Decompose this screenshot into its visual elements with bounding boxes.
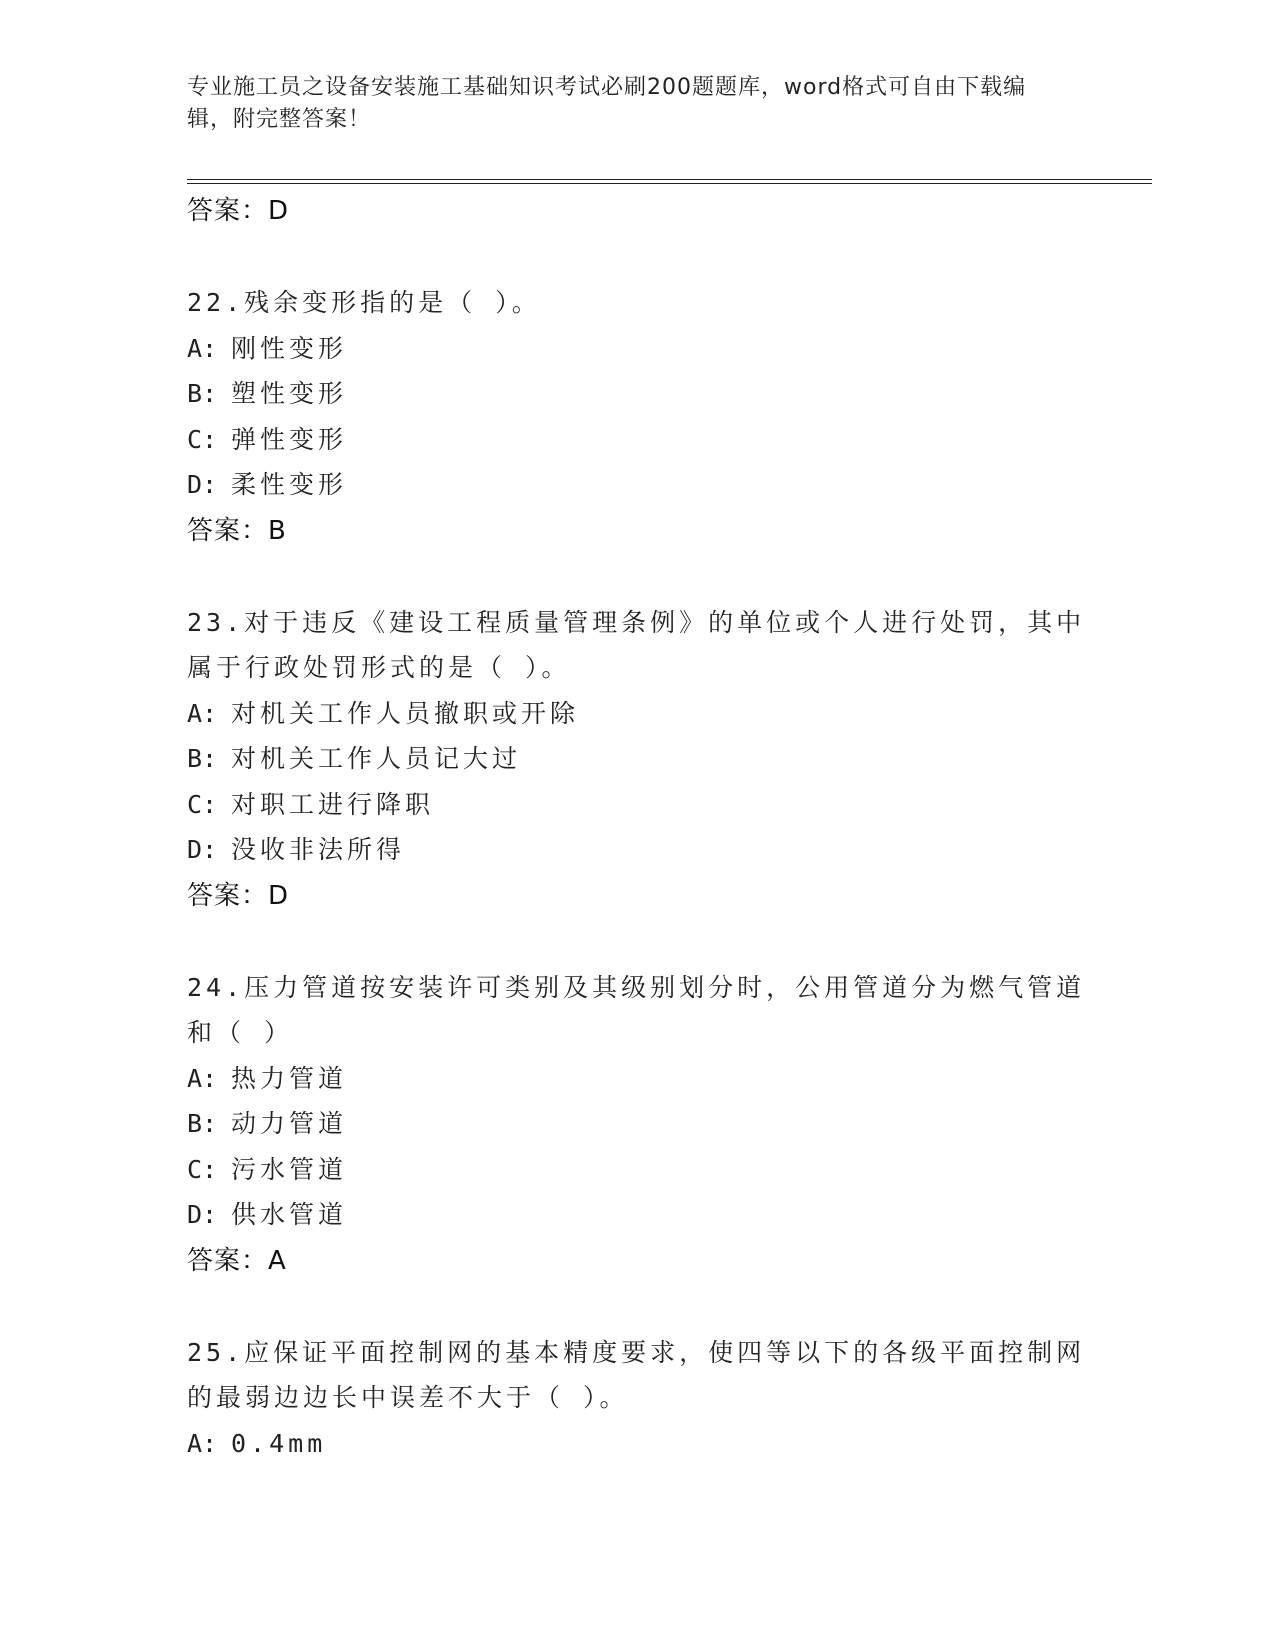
option-item — [187, 1056, 1087, 1102]
option-text: 对机关工作人员记大过 — [231, 744, 522, 773]
question-stem: 22.残余变形指的是（ ）。 — [187, 288, 541, 317]
option-text: 塑性变形 — [231, 379, 348, 408]
option-item — [187, 827, 1087, 873]
option-letter: D: — [187, 470, 218, 499]
option-letter: A: — [187, 1063, 218, 1093]
option-item — [187, 1192, 1087, 1238]
option-item — [187, 782, 1087, 828]
option-text: 0.4mm — [231, 1428, 327, 1458]
question-stem: 24.压力管道按安装许可类别及其级别划分时，公用管道分为燃气管道和（ ） — [187, 972, 1086, 1047]
option-letter: C: — [187, 789, 218, 819]
option-item — [187, 462, 1087, 508]
option-text: 对职工进行降职 — [231, 789, 435, 819]
question-stem: 25.应保证平面控制网的基本精度要求，使四等以下的各级平面控制网的最弱边边长中误差不大于（ ）。 — [187, 1337, 1086, 1412]
question-item — [187, 965, 1087, 1284]
option-item — [187, 736, 1087, 782]
page-header-title: 专业施工员之设备安装施工基础知识考试必刷200题题库，word格式可自由下载编辑，附完整答案！ — [187, 75, 1027, 132]
question-item — [187, 1330, 1087, 1467]
option-text: 污水管道 — [231, 1154, 348, 1184]
option-item — [187, 1421, 1087, 1467]
option-letter: A: — [187, 1428, 218, 1458]
question-item — [187, 600, 1087, 919]
option-letter: D: — [187, 835, 218, 864]
option-text: 刚性变形 — [231, 333, 348, 363]
question-stem: 23.对于违反《建设工程质量管理条例》的单位或个人进行处罚，其中属于行政处罚形式的是（ ）。 — [187, 607, 1086, 682]
answer-line: 答案：B — [187, 515, 287, 546]
option-item — [187, 417, 1087, 463]
question-item — [187, 280, 1087, 554]
option-item — [187, 1147, 1087, 1193]
option-text: 热力管道 — [231, 1063, 348, 1093]
answer-line: 答案：D — [187, 880, 290, 911]
option-item — [187, 691, 1087, 737]
option-text: 没收非法所得 — [231, 835, 406, 864]
question-list — [187, 188, 1087, 1466]
option-letter: B: — [187, 1109, 218, 1138]
option-letter: A: — [187, 333, 218, 363]
option-letter: A: — [187, 698, 218, 728]
answer-line: 答案：A — [187, 1245, 287, 1276]
header-divider — [187, 179, 1152, 180]
option-letter: C: — [187, 424, 218, 454]
option-text: 柔性变形 — [231, 470, 348, 499]
answer-line: 答案：D — [187, 196, 290, 226]
option-text: 对机关工作人员撤职或开除 — [231, 698, 580, 728]
option-letter: C: — [187, 1154, 218, 1184]
option-letter: D: — [187, 1200, 218, 1229]
option-item — [187, 326, 1087, 372]
option-text: 供水管道 — [231, 1200, 348, 1229]
option-letter: B: — [187, 379, 218, 408]
option-text: 弹性变形 — [231, 424, 348, 454]
option-item — [187, 1101, 1087, 1147]
option-text: 动力管道 — [231, 1109, 348, 1138]
header-divider-double — [187, 183, 1152, 184]
option-letter: B: — [187, 744, 218, 773]
option-item — [187, 371, 1087, 417]
